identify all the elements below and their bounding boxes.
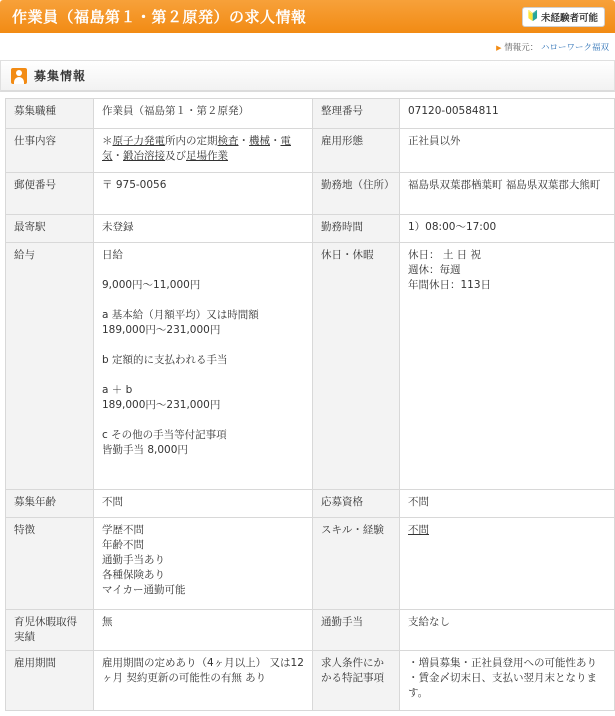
keyword-link-machinery[interactable]: 機械 [249,135,270,147]
label-childcare-leave: 育児休暇取得実績 [6,610,94,651]
desc-text: 及び [165,150,186,162]
value-features [94,518,313,610]
value-nearest-station: 未登録 [94,215,313,243]
table-row [6,518,615,610]
salary-c-label: c その他の手当等付記事項 [102,429,227,441]
feature-item: 通勤手当あり [102,554,165,566]
source-link[interactable]: ハローワーク福双 [540,43,609,53]
value-reference-number: 07120-00584811 [400,99,615,129]
feature-item: 学歴不問 [102,524,144,536]
desc-text: ＊ [102,135,113,147]
keyword-link-welding[interactable]: 鍛冶溶接 [123,150,165,162]
label-job-description: 仕事内容 [6,129,94,173]
value-qualifications: 不問 [400,490,615,518]
table-row [6,490,615,518]
value-childcare-leave: 無 [94,610,313,651]
feature-item: 年齢不問 [102,539,144,551]
label-job-type: 募集職種 [6,99,94,129]
source-line [496,41,609,53]
section-title: 募集情報 [34,69,87,83]
table-row [6,215,615,243]
value-employment-period: 雇用期間の定めあり（4ヶ月以上） 又は12ヶ月 契約更新の可能性の有無 あり [94,651,313,711]
label-nearest-station: 最寄駅 [6,215,94,243]
inexperienced-ok-badge [522,7,605,27]
value-postal-code: 〒 975-0056 [94,173,313,215]
label-age: 募集年齢 [6,490,94,518]
person-icon [11,68,27,84]
salary-range: 9,000円〜11,000円 [102,279,201,291]
salary-a-label: a 基本給（月額平均）又は時間額 [102,309,259,321]
label-holidays: 休日・休暇 [313,243,400,490]
label-commute-allowance: 通勤手当 [313,610,400,651]
keyword-link-scaffolding[interactable]: 足場作業 [186,150,228,162]
desc-text: ・ [112,150,123,162]
table-row [6,651,615,711]
value-job-type: 作業員（福島第１・第２原発） [94,99,313,129]
table-row [6,610,615,651]
keyword-link-inspection[interactable]: 検査 [217,135,239,147]
table-row [6,99,615,129]
holiday-annual: 年間休日：113日 [408,279,492,291]
salary-a-value: 189,000円〜231,000円 [102,324,221,336]
label-skills: スキル・経験 [313,518,400,610]
value-salary [94,243,313,490]
value-work-hours: 1）08:00〜17:00 [400,215,615,243]
table-row [6,243,615,490]
feature-item: 各種保険あり [102,569,165,581]
label-employment-period: 雇用期間 [6,651,94,711]
label-salary: 給与 [6,243,94,490]
label-features: 特徴 [6,518,94,610]
value-age: 不問 [94,490,313,518]
value-holidays [400,243,615,490]
note-item: ・増員募集・正社員登用への可能性あり [408,657,597,669]
salary-ab-value: 189,000円〜231,000円 [102,399,221,411]
label-employment-type: 雇用形態 [313,129,400,173]
feature-item: マイカー通勤可能 [102,584,186,596]
label-work-hours: 勤務時間 [313,215,400,243]
note-item: ・賃金〆切末日、支払い翌月末となります。 [408,672,597,699]
keyword-link-electric[interactable]: 電気 [102,135,291,162]
value-special-notes [400,651,615,711]
keyword-link-nuclear[interactable]: 原子力発電 [112,135,165,147]
label-postal-code: 郵便番号 [6,173,94,215]
table-row [6,129,615,173]
desc-text: ・ [238,135,249,147]
badge-label: 未経験者可能 [540,12,598,24]
salary-b-label: b 定額的に支払われる手当 [102,354,228,366]
page-title: 作業員（福島第１・第２原発）の求人情報 [12,8,307,26]
label-special-notes: 求人条件にかかる特記事項 [313,651,400,711]
value-commute-allowance: 支給なし [400,610,615,651]
value-job-description [94,129,313,173]
skills-link[interactable]: 不問 [408,524,429,536]
triangle-right-icon: ▶ [496,44,502,52]
label-qualifications: 応募資格 [313,490,400,518]
leaf-icon: 🔰 [526,11,539,22]
salary-type: 日給 [102,249,123,261]
label-work-location: 勤務地（住所） [313,173,400,215]
table-row [6,173,615,215]
value-work-location: 福島県双葉郡楢葉町 福島県双葉郡大熊町 [400,173,615,215]
holiday-days: 休日： 土 日 祝 [408,249,482,261]
salary-ab-label: a ＋ b [102,384,133,396]
holiday-weekly: 週休：毎週 [408,264,461,276]
job-info-table [5,98,615,711]
page-title-bar [0,0,615,33]
label-reference-number: 整理番号 [313,99,400,129]
section-header [0,60,615,92]
desc-text: 所内の定期 [165,135,218,147]
value-employment-type: 正社員以外 [400,129,615,173]
value-skills [400,518,615,610]
source-label: 情報元： [504,43,539,53]
desc-text: ・ [270,135,281,147]
salary-c-value: 皆勤手当 8,000円 [102,444,188,456]
